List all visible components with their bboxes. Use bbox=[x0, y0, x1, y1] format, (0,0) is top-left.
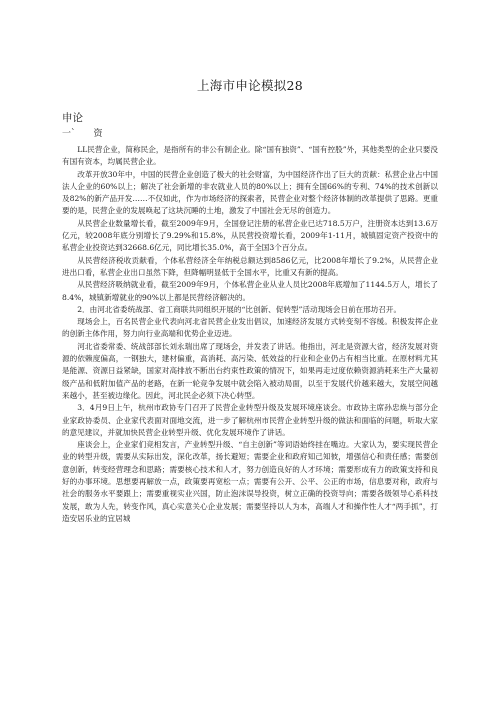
subsection-title: 一` 资 bbox=[62, 129, 103, 139]
page-title: 上海市申论模拟28 bbox=[196, 78, 304, 93]
paragraph: LL民营企业，简称民企，是指所有的非公有制企业。除“国有独资”、“国有控股”外，其他类型的企业只要没有国有资本，均属民营企业。 bbox=[62, 145, 438, 167]
paragraph: 从民营企业数量增长看，截至2009年9月，全国登记注册的私营企业已达718.5万户，注册资本达到13.6万亿元，较2008年底分别增长了9.29%和15.8%，从民营投资增长看，2009年1-11月，城镇固定资产投资中的私营企业投资达到32668.6亿元，同比增长35.0%，高于全国3个百分点。 bbox=[62, 218, 438, 253]
paragraph: 从民营经济吸纳就业看，截至2009年9月，个体私营企业从业人员比2008年底增加了1144.5万人，增长了8.4%，城镇新增就业的90%以上都是民营经济解决的。 bbox=[62, 280, 438, 302]
section-title: 申论 bbox=[62, 112, 83, 124]
paragraph: 座谈会上，企业家们竞相发言，产业转型升级、“自主创新”等词语始终挂在嘴边。大家认为，要实现民营企业的转型升级，需要从实际出发，深化改革，扬长避短；需要企业和政府知己知彼，增强信心和责任感；需要创意创新，转变经营理念和思路；需要核心技术和人才，努力创造良好的人才环境；需要形成有力的政策支持和良好的办事环境。思想要再解放一点，政策要再宽松一点；需要有公开、公平、公正的市场，信息要对称，政府与社会的服务水平要跟上；需要重视实业兴国，防止泡沫误导投资，树立正确的投资导向；需要各级领导心系科技发展，敢为人先，转变作风，真心实意关心企业发展；需要坚持以人为本，高端人才和操作性人才“两手抓”，打造安居乐业的宜居城 bbox=[62, 440, 438, 523]
paragraph: 3．4月9日上午，杭州市政协专门召开了民营企业转型升级及发展环境座谈会。市政协主席孙忠焕与部分企业家政协委员、企业家代表面对面地交流，进一步了解杭州市民营企业转型升级的做法和面临的问题，听取大家的意见建议，并就加快民营企业转型升级、优化发展环境作了讲话。 bbox=[62, 403, 438, 437]
paragraph: 现场会上，百名民营企业代表向河北省民营企业发出倡议，加速经济发展方式转变刻不容缓。积极发挥企业的创新主体作用，努力向行业高端和优势企业迈进。 bbox=[62, 317, 438, 339]
paragraph: 河北省委常委、统战部部长刘永瑞出席了现场会，并发表了讲话。他指出，河北是资源大省，经济发展对资源的依赖度偏高，一钢独大，建材偏重，高消耗、高污染、低效益的行业和企业仍占有相当比重。在原材料尤其是能源、资源日益紧缺，国家对高排放不断出台约束性政策的情况下，如果再走过度依赖资源消耗来生产大量初级产品和低附加值产品的老路，在新一轮竞争发展中就会陷入被动局面，以至于发展代价越来越大，发展空间越来越小，甚至被边缘化。因此，河北民企必须下决心转型。 bbox=[62, 341, 438, 400]
body-text bbox=[62, 144, 438, 525]
paragraph: 2．由河北省委统战部、省工商联共同组织开展的“比创新、促转型”活动现场会日前在邢坊召开。 bbox=[77, 304, 402, 314]
paragraph: 改革开放30年中，中国的民营企业创造了极大的社会财富，为中国经济作出了巨大的贡献：私营企业占中国法人企业的60%以上；解决了社会新增的非农就业人员的80%以上；拥有全国66%的专利、74%的技术创新以及82%的新产品开发……不仅如此，作为市场经济的探索者，民营企业对整个经济体制的改革提供了思路。更重要的是，民营企业的发展唤起了这块沉睡的土地，激发了中国社会无尽的创造力。 bbox=[62, 169, 438, 216]
paragraph: 从民营经济税收贡献看，个体私营经济全年纳税总额达到8586亿元，比2008年增长了9.2%，从民营企业进出口看，私营企业出口虽然下降，但降幅明显低于全国水平，比重又有新的提高。 bbox=[62, 255, 438, 277]
